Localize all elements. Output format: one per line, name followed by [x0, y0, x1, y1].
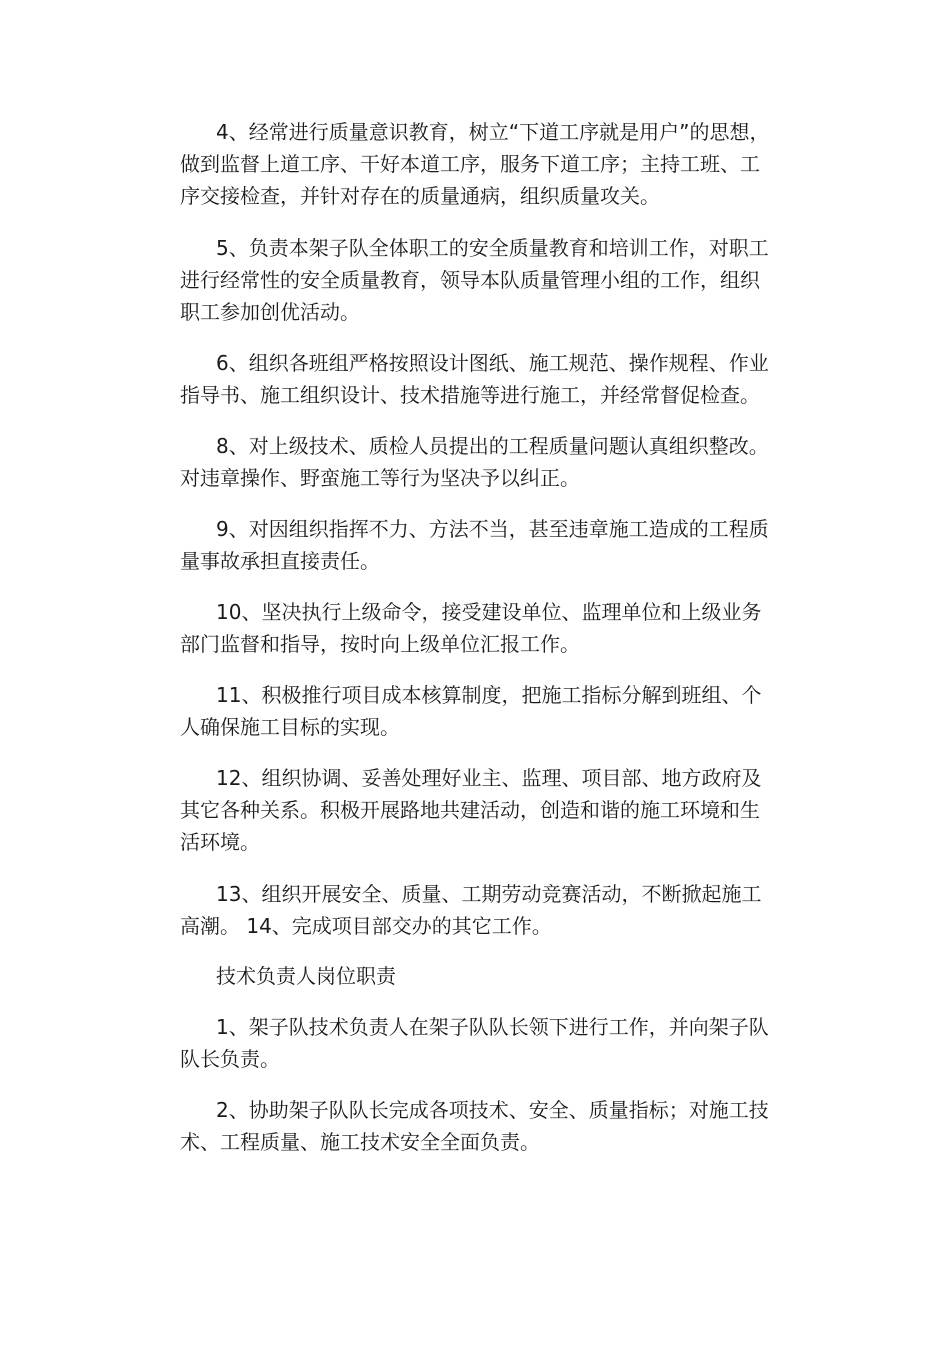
text-line: 高潮。 14、完成项目部交办的其它工作。 — [180, 914, 552, 938]
section-heading — [144, 960, 764, 992]
text-line: 其它各种关系。积极开展路地共建活动，创造和谐的施工环境和生 — [180, 798, 760, 822]
paragraph-tech-1 — [144, 1011, 769, 1075]
paragraph-item-9 — [144, 513, 769, 577]
text-line: 术、工程质量、施工技术安全全面负责。 — [180, 1130, 540, 1154]
paragraph-item-5 — [144, 232, 769, 328]
text-line: 2、协助架子队队长完成各项技术、安全、质量指标；对施工技 — [216, 1098, 769, 1122]
paragraph-item-12 — [144, 762, 764, 858]
text-line: 12、组织协调、妥善处理好业主、监理、项目部、地方政府及 — [216, 766, 762, 790]
section-heading-text: 技术负责人岗位职责 — [216, 964, 396, 988]
text-line: 部门监督和指导，按时向上级单位汇报工作。 — [180, 632, 580, 656]
text-line: 8、对上级技术、质检人员提出的工程质量问题认真组织整改。 — [216, 434, 769, 458]
text-line: 4、经常进行质量意识教育，树立“下道工序就是用户”的思想， — [216, 120, 770, 144]
text-line: 指导书、施工组织设计、技术措施等进行施工，并经常督促检查。 — [180, 383, 760, 407]
text-line: 量事故承担直接责任。 — [180, 549, 380, 573]
paragraph-item-13 — [144, 878, 764, 942]
text-line: 13、组织开展安全、质量、工期劳动竞赛活动，不断掀起施工 — [216, 882, 762, 906]
text-line: 10、坚决执行上级命令，接受建设单位、监理单位和上级业务 — [216, 600, 762, 624]
text-line: 做到监督上道工序、干好本道工序，服务下道工序；主持工班、工 — [180, 152, 760, 176]
text-line: 队长负责。 — [180, 1047, 280, 1071]
text-line: 5、负责本架子队全体职工的安全质量教育和培训工作，对职工 — [216, 236, 769, 260]
text-line: 对违章操作、野蛮施工等行为坚决予以纠正。 — [180, 466, 580, 490]
text-line: 职工参加创优活动。 — [180, 300, 360, 324]
paragraph-item-8 — [144, 430, 769, 494]
paragraph-item-11 — [144, 679, 764, 743]
text-line: 9、对因组织指挥不力、方法不当，甚至违章施工造成的工程质 — [216, 517, 769, 541]
text-line: 人确保施工目标的实现。 — [180, 715, 400, 739]
text-line: 进行经常性的安全质量教育，领导本队质量管理小组的工作，组织 — [180, 268, 760, 292]
text-line: 11、积极推行项目成本核算制度，把施工指标分解到班组、个 — [216, 683, 762, 707]
text-line: 活环境。 — [180, 830, 260, 854]
text-line: 1、架子队技术负责人在架子队队长领下进行工作，并向架子队 — [216, 1015, 769, 1039]
paragraph-item-6 — [144, 347, 769, 411]
text-line: 序交接检查，并针对存在的质量通病，组织质量攻关。 — [180, 184, 660, 208]
paragraph-item-10 — [144, 596, 764, 660]
text-line: 6、组织各班组严格按照设计图纸、施工规范、操作规程、作业 — [216, 351, 769, 375]
paragraph-tech-2 — [144, 1094, 769, 1158]
paragraph-item-4 — [144, 116, 770, 212]
